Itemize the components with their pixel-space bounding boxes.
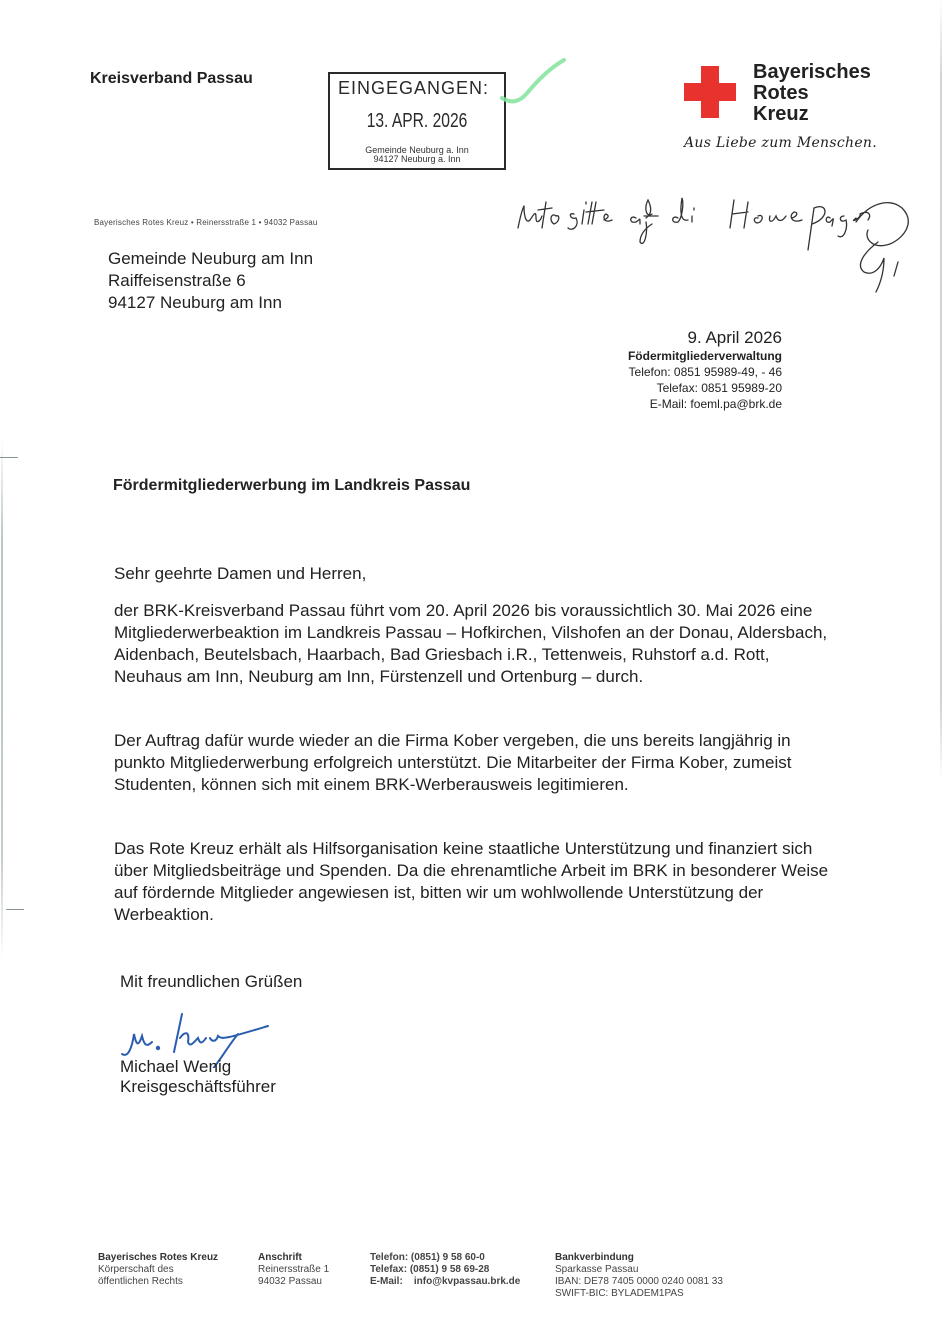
footer-bank-line: Sparkasse Passau	[555, 1264, 639, 1275]
stamp-address-line: Gemeinde Neuburg a. Inn	[365, 145, 469, 155]
sender-info-block	[628, 328, 782, 412]
fold-mark-top	[0, 457, 18, 458]
closing: Mit freundlichen Grüßen	[120, 972, 303, 991]
body-paragraph: der BRK-Kreisverband Passau führt vom 20. April 2026 bis voraussichtlich 30. Mai 2026 eine Mitgliederwerbeaktion im Landkreis Passau – Hofkirchen, Vilshofen an der Donau, Aldersbach, Aidenbach, Beutelsbach, Haarbach, Bad Griesbach i.R., Tettenweis, Ruhstorf a.d. Rott, Neuhaus am Inn, Neuburg am Inn, Fürstenzell und Ortenburg – durch.	[114, 601, 828, 686]
footer-address-line: Reinersstraße 1	[258, 1264, 330, 1275]
footer-org-line: öffentlichen Rechts	[98, 1276, 183, 1287]
footer-email: E-Mail: info@kvpassau.brk.de	[370, 1276, 521, 1287]
letter-subject: Fördermitgliederwerbung im Landkreis Passau	[113, 477, 471, 494]
footer-address-heading: Anschrift	[258, 1252, 302, 1263]
recipient-line: Gemeinde Neuburg am Inn	[108, 249, 314, 268]
logo-line: Kreuz	[753, 103, 809, 125]
salutation: Sehr geehrte Damen und Herren,	[114, 564, 367, 583]
footer-bank	[555, 1252, 723, 1300]
stamp-address	[330, 146, 504, 164]
footer-org	[98, 1252, 218, 1288]
footer-address	[258, 1252, 329, 1288]
org-name: Kreisverband Passau	[90, 70, 253, 87]
received-stamp	[328, 72, 506, 170]
logo-line: Rotes	[753, 82, 809, 104]
footer-org-line: Körperschaft des	[98, 1264, 174, 1275]
red-cross-icon	[682, 64, 738, 120]
footer-fax: Telefax: (0851) 9 58 69-28	[370, 1264, 490, 1275]
signer-block	[120, 1057, 276, 1097]
footer-contact	[370, 1252, 520, 1288]
scan-edge-right	[940, 0, 942, 780]
footer-phone: Telefon: (0851) 9 58 60-0	[370, 1252, 485, 1263]
fax-line: Telefax: 0851 95989-20	[656, 381, 782, 395]
body-paragraph: Das Rote Kreuz erhält als Hilfsorganisation keine staatliche Unterstützung und finanziert sich über Mitgliedsbeiträge und Spenden. Da die ehrenamtliche Arbeit im BRK in besonderer Weise auf fördernde Mitglieder angewiesen ist, bitten wir um wohlwollende Unterstützung der Werbeaktion.	[114, 839, 829, 924]
logo-wordmark	[753, 62, 871, 125]
return-address: Bayerisches Rotes Kreuz • Reinersstraße 1 • 94032 Passau	[94, 218, 318, 227]
scan-edge-left	[1, 440, 3, 960]
footer-bank-heading: Bankverbindung	[555, 1252, 634, 1263]
stamp-address-line: 94127 Neuburg a. Inn	[373, 154, 461, 164]
footer-bank-line: SWIFT-BIC: BYLADEM1PAS	[555, 1288, 684, 1299]
signer-name: Michael Wenig	[120, 1057, 232, 1076]
stamp-date: 13. APR. 2026	[366, 110, 468, 132]
body-paragraph: Der Auftrag dafür wurde wieder an die Firma Kober vergeben, die uns bereits langjährig in punkto Mitgliederwerbung erfolgreich unterstützt. Die Mitarbeiter der Firma Kober, zumeist Studenten, können sich mit einem BRK-Werberausweis legitimieren.	[114, 731, 792, 794]
footer-org-heading: Bayerisches Rotes Kreuz	[98, 1252, 219, 1263]
department: Födermitgliederverwaltung	[627, 349, 782, 363]
recipient-line: 94127 Neuburg am Inn	[108, 293, 282, 312]
letter-date: 9. April 2026	[687, 328, 782, 347]
handwritten-note	[512, 188, 922, 298]
logo-slogan: Aus Liebe zum Menschen.	[684, 135, 877, 151]
footer-bank-line: IBAN: DE78 7405 0000 0240 0081 33	[555, 1276, 723, 1287]
fold-mark-bottom	[6, 909, 24, 910]
logo-line: Bayerisches	[753, 61, 871, 83]
email-line: E-Mail: foeml.pa@brk.de	[649, 397, 782, 411]
footer-address-line: 94032 Passau	[258, 1276, 322, 1287]
recipient-address	[108, 248, 313, 314]
signer-title: Kreisgeschäftsführer	[120, 1077, 276, 1096]
phone-line: Telefon: 0851 95989-49, - 46	[628, 365, 782, 379]
recipient-line: Raiffeisenstraße 6	[108, 271, 246, 290]
stamp-title: EINGEGANGEN:	[338, 78, 490, 98]
check-mark-icon	[498, 58, 568, 118]
